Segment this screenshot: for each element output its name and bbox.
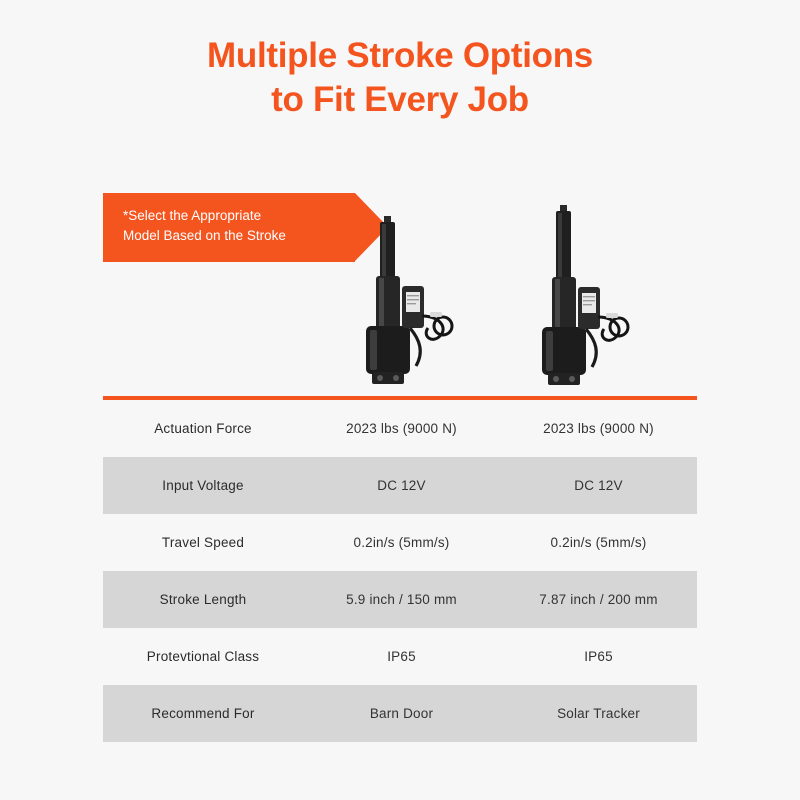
row-label: Stroke Length: [103, 571, 303, 628]
page-title: [0, 34, 800, 122]
row-label: Travel Speed: [103, 514, 303, 571]
title-line-1: Multiple Stroke Options: [207, 36, 593, 75]
row-value-col1: 2023 lbs (9000 N): [303, 400, 500, 457]
table-row: [103, 400, 697, 457]
table-row: [103, 685, 697, 742]
table-row: [103, 514, 697, 571]
spec-table: [103, 400, 697, 742]
callout-line-2: Model Based on the Stroke: [123, 228, 286, 243]
row-value-col1: DC 12V: [303, 457, 500, 514]
row-value-col2: 0.2in/s (5mm/s): [500, 514, 697, 571]
row-value-col2: DC 12V: [500, 457, 697, 514]
title-line-2: to Fit Every Job: [271, 80, 529, 119]
row-label: Input Voltage: [103, 457, 303, 514]
callout-line-1: *Select the Appropriate: [123, 208, 262, 223]
row-value-col2: 7.87 inch / 200 mm: [500, 571, 697, 628]
row-value-col1: Barn Door: [303, 685, 500, 742]
row-value-col2: IP65: [500, 628, 697, 685]
table-row: [103, 457, 697, 514]
row-value-col1: 5.9 inch / 150 mm: [303, 571, 500, 628]
product-image-linear-actuator-150mm: [336, 216, 486, 396]
row-label: Protevtional Class: [103, 628, 303, 685]
row-label: Recommend For: [103, 685, 303, 742]
table-row: [103, 571, 697, 628]
table-row: [103, 628, 697, 685]
row-value-col2: Solar Tracker: [500, 685, 697, 742]
row-value-col1: 0.2in/s (5mm/s): [303, 514, 500, 571]
product-image-linear-actuator-200mm: [512, 205, 662, 396]
row-value-col2: 2023 lbs (9000 N): [500, 400, 697, 457]
spec-table-wrapper: [103, 396, 697, 742]
row-label: Actuation Force: [103, 400, 303, 457]
callout-banner-text: [123, 206, 353, 246]
row-value-col1: IP65: [303, 628, 500, 685]
